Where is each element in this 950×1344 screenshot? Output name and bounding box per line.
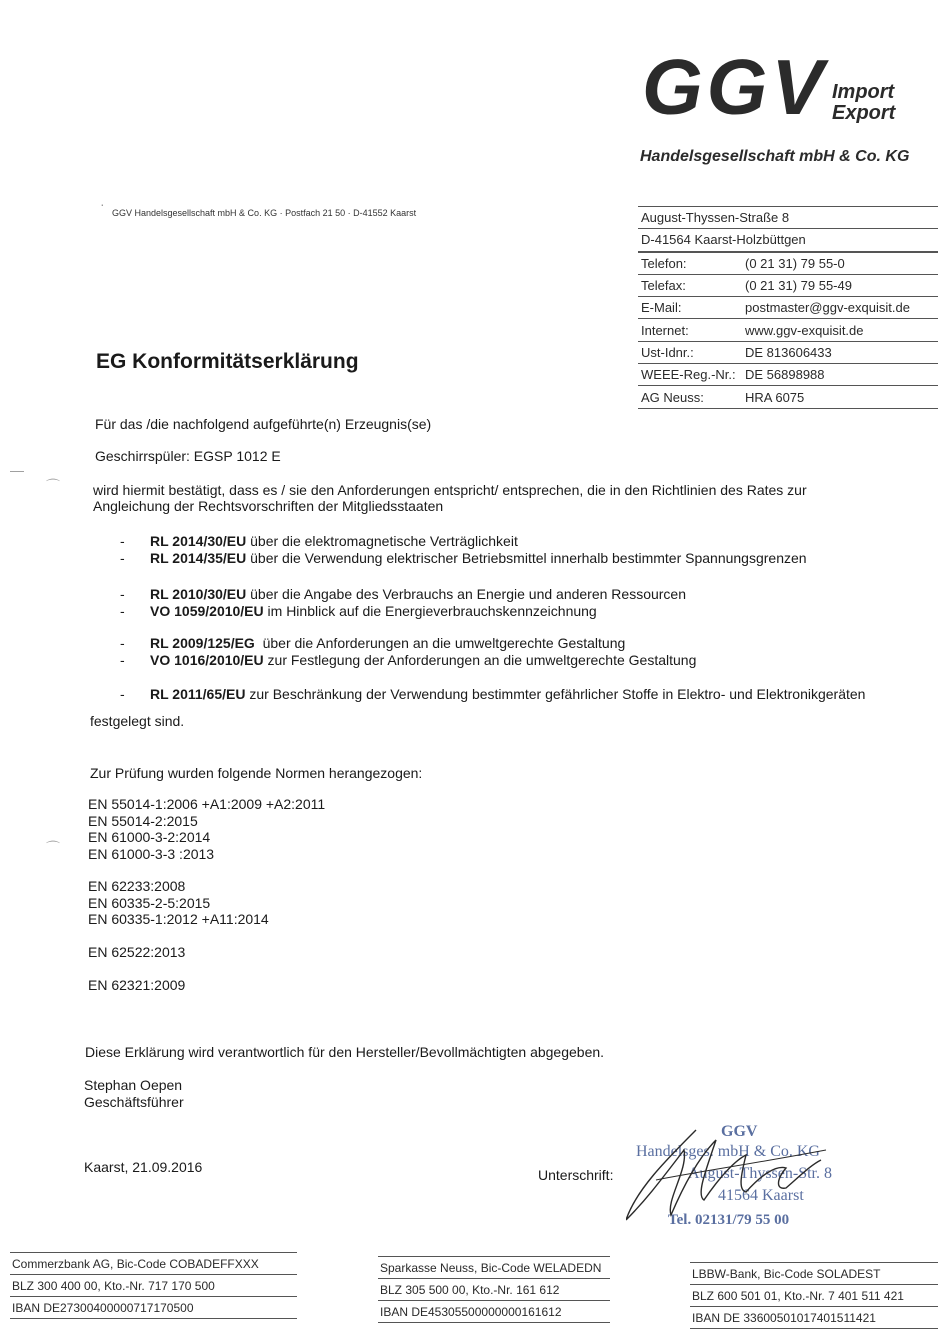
stamp-line-2: Handelsges. mbH & Co. KG <box>636 1143 820 1160</box>
norm-group-4 <box>88 977 185 994</box>
contact-label: Internet: <box>641 322 689 338</box>
sender-line: GGV Handelsgesellschaft mbH & Co. KG · Postfach 21 50 · D-41552 Kaarst <box>112 208 417 218</box>
directive-text: im Hinblick auf die Energieverbrauchskennzeichnung <box>263 603 597 619</box>
directive-code: VO 1016/2010/EU <box>150 652 264 668</box>
bullet-dash: - <box>120 686 125 702</box>
logo-export: Export <box>832 102 896 124</box>
contact-value: www.ggv-exquisit.de <box>745 322 864 338</box>
punch-mark: ⌒ <box>46 840 60 856</box>
norm-item: EN 55014-2:2015 <box>88 812 198 829</box>
contact-label: Telefax: <box>641 278 686 294</box>
bank-commerzbank <box>10 1252 297 1319</box>
directive-item <box>120 686 865 703</box>
directive-text: über die elektromagnetische Verträglichkeit <box>246 533 518 549</box>
stamp-line-1: GGV <box>721 1123 758 1140</box>
norm-item: EN 60335-2-5:2015 <box>88 894 211 911</box>
contact-street: August-Thyssen-Straße 8 <box>638 206 938 229</box>
directive-code: RL 2010/30/EU <box>150 586 247 602</box>
directive-text: über die Anforderungen an die umweltgerechte Gestaltung <box>254 635 626 651</box>
logo-import: Import <box>832 81 895 103</box>
bank-name: Sparkasse Neuss, Bic-Code WELADEDN <box>378 1256 610 1279</box>
directive-item <box>120 533 807 550</box>
bank-iban: IBAN DE 33600501017401511421 <box>690 1307 938 1329</box>
statement-line-2: Angleichung der Rechtsvorschriften der Mitgliedsstaaten <box>93 498 444 514</box>
directive-text: zur Beschränkung der Verwendung bestimmter gefährlicher Stoffe in Elektro- und Elektronikgeräten <box>245 686 866 702</box>
handwritten-signature <box>626 1120 876 1235</box>
directive-item <box>120 635 696 652</box>
directive-code: RL 2009/125/EG <box>150 635 255 651</box>
ggv-logo: GGV <box>642 43 828 131</box>
contact-row <box>638 275 938 297</box>
contact-row <box>638 342 938 364</box>
contact-block <box>638 206 938 409</box>
bank-blz: BLZ 300 400 00, Kto.-Nr. 717 170 500 <box>10 1275 297 1297</box>
contact-row <box>638 319 938 341</box>
directive-group-2 <box>120 586 686 620</box>
contact-row <box>638 386 938 408</box>
signer-role: Geschäftsführer <box>84 1094 184 1110</box>
directive-item <box>120 586 686 603</box>
statement-line-1: wird hiermit bestätigt, dass es / sie den Anforderungen entspricht/ entsprechen, die in den Richtlinien des Rates zur <box>93 482 807 498</box>
bank-blz: BLZ 600 501 01, Kto.-Nr. 7 401 511 421 <box>690 1285 938 1307</box>
closing-text: festgelegt sind. <box>90 713 185 729</box>
scan-dot: · <box>100 196 105 212</box>
signature-label: Unterschrift: <box>538 1167 614 1183</box>
contact-label: Ust-Idnr.: <box>641 344 694 360</box>
contact-row <box>638 252 938 275</box>
contact-value: (0 21 31) 79 55-49 <box>745 278 852 294</box>
contact-label: Telefon: <box>641 255 687 271</box>
bullet-dash: - <box>120 635 125 651</box>
directive-text: über die Verwendung elektrischer Betriebsmittel innerhalb bestimmter Spannungsgrenzen <box>246 550 807 566</box>
contact-value: DE 813606433 <box>745 344 832 360</box>
norm-item: EN 55014-1:2006 +A1:2009 +A2:2011 <box>88 796 326 812</box>
norm-group-2 <box>88 878 269 928</box>
directive-code: VO 1059/2010/EU <box>150 603 264 619</box>
intro-text: Für das /die nachfolgend aufgeführte(n) Erzeugnis(se) <box>95 416 432 432</box>
contact-value: HRA 6075 <box>745 389 805 405</box>
norm-item: EN 62522:2013 <box>88 944 186 960</box>
bank-iban: IBAN DE45305500000000161612 <box>378 1301 610 1323</box>
directive-code: RL 2011/65/EU <box>150 686 246 702</box>
signer-name: Stephan Oepen <box>84 1077 183 1093</box>
logo-import-export <box>832 82 895 124</box>
punch-mark: ⌒ <box>46 478 60 494</box>
directive-text: über die Angabe des Verbrauchs an Energie und anderen Ressourcen <box>246 586 687 602</box>
directive-item <box>120 550 807 567</box>
bank-iban: IBAN DE27300400000717170500 <box>10 1297 297 1319</box>
bullet-dash: - <box>120 586 125 602</box>
fold-mark: — <box>10 462 24 478</box>
bullet-dash: - <box>120 603 125 619</box>
contact-value: DE 56898988 <box>745 367 825 383</box>
contact-city: D-41564 Kaarst-Holzbüttgen <box>638 229 938 251</box>
document-title: EG Konformitätserklärung <box>96 350 359 373</box>
stamp-line-5: Tel. 02131/79 55 00 <box>668 1212 790 1228</box>
stamp-line-3: August-Thyssen-Str. 8 <box>688 1165 832 1182</box>
bank-lbbw <box>690 1262 938 1329</box>
norm-item: EN 61000-3-2:2014 <box>88 829 211 845</box>
bank-name: Commerzbank AG, Bic-Code COBADEFFXXX <box>10 1252 297 1275</box>
contact-value: (0 21 31) 79 55-0 <box>745 255 845 271</box>
bullet-dash: - <box>120 652 125 668</box>
product-line: Geschirrspüler: EGSP 1012 E <box>95 448 281 464</box>
contact-row <box>638 364 938 386</box>
directive-group-1 <box>120 533 807 567</box>
responsibility-text: Diese Erklärung wird verantwortlich für den Hersteller/Bevollmächtigten abgegeben. <box>85 1044 605 1060</box>
statement-text <box>93 482 807 514</box>
directive-text: zur Festlegung der Anforderungen an die umweltgerechte Gestaltung <box>263 652 697 668</box>
directive-code: RL 2014/30/EU <box>150 533 247 549</box>
norm-group-1 <box>88 796 325 862</box>
norm-item: EN 62233:2008 <box>88 878 186 894</box>
company-name: Handelsgesellschaft mbH & Co. KG <box>640 148 910 165</box>
norm-item: EN 60335-1:2012 +A11:2014 <box>88 911 269 927</box>
bank-blz: BLZ 305 500 00, Kto.-Nr. 161 612 <box>378 1279 610 1301</box>
norm-item: EN 62321:2009 <box>88 977 186 993</box>
contact-label: E-Mail: <box>641 300 682 316</box>
stamp-line-4: 41564 Kaarst <box>718 1187 804 1204</box>
directive-item <box>120 652 696 669</box>
norms-intro: Zur Prüfung wurden folgende Normen herangezogen: <box>90 765 423 781</box>
bullet-dash: - <box>120 550 125 566</box>
bank-name: LBBW-Bank, Bic-Code SOLADEST <box>690 1262 938 1285</box>
contact-label: AG Neuss: <box>641 389 704 405</box>
norm-group-3 <box>88 944 185 961</box>
directive-group-3 <box>120 635 696 669</box>
place-date: Kaarst, 21.09.2016 <box>84 1159 203 1175</box>
contact-label: WEEE-Reg.-Nr.: <box>641 367 736 383</box>
norm-item: EN 61000-3-3 :2013 <box>88 845 215 862</box>
directive-group-4 <box>120 686 865 703</box>
company-stamp <box>626 1120 876 1235</box>
directive-item <box>120 603 686 620</box>
contact-row <box>638 297 938 319</box>
contact-value: postmaster@ggv-exquisit.de <box>745 300 910 316</box>
bullet-dash: - <box>120 533 125 549</box>
directive-code: RL 2014/35/EU <box>150 550 247 566</box>
bank-sparkasse <box>378 1256 610 1323</box>
